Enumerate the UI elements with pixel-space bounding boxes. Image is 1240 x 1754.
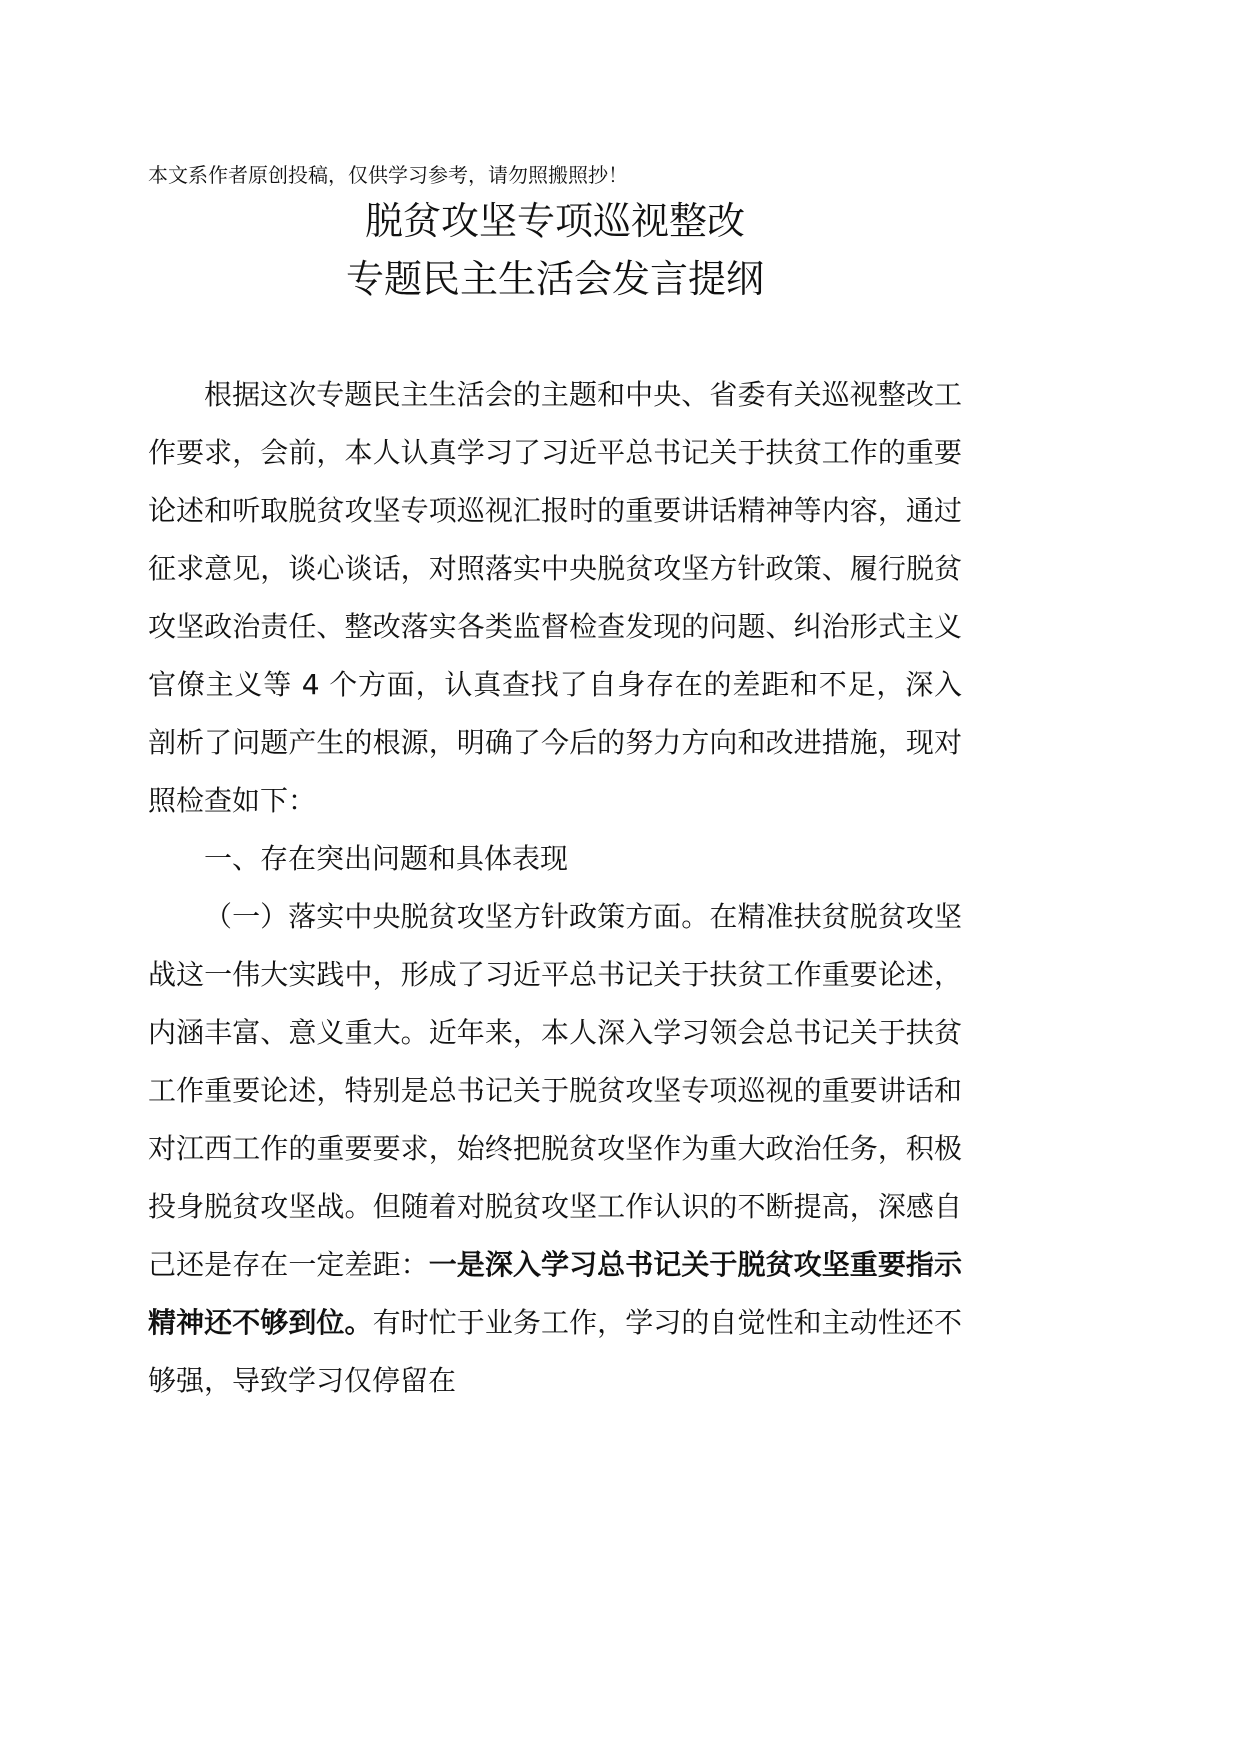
section-heading: 一、存在突出问题和具体表现	[204, 842, 569, 875]
section-paragraph	[148, 888, 962, 1410]
paragraph-text: （一）落实中央脱贫攻坚方针政策方面。在精准扶贫脱贫攻坚战这一伟大实践中，形成了习近平总书记关于扶贫工作重要论述，内涵丰富、意义重大。近年来，本人深入学习领会总书记关于扶贫工作重要论述，特别是总书记关于脱贫攻坚专项巡视的重要讲话和对江西工作的重要要求，始终把脱贫攻坚作为重大政治任务，积极投身脱贫攻坚战。但随着对脱贫攻坚工作认识的不断提高，深感自己还是存在一定差距：	[148, 900, 962, 1281]
document-body	[148, 366, 962, 1410]
document-title-line-2: 专题民主生活会发言提纲	[345, 257, 764, 301]
copyright-note: 本文系作者原创投稿，仅供学习参考，请勿照搬照抄！	[148, 163, 628, 187]
paragraph-text-continued: 有时忙于业务工作，学习的自觉性和主动性还不够强，导致学习仅停留在	[148, 1306, 962, 1397]
intro-paragraph: 根据这次专题民主生活会的主题和中央、省委有关巡视整改工作要求，会前，本人认真学习了习近平总书记关于扶贫工作的重要论述和听取脱贫攻坚专项巡视汇报时的重要讲话精神等内容，通过征求意见，谈心谈话，对照落实中央脱贫攻坚方针政策、履行脱贫攻坚政治责任、整改落实各类监督检查发现的问题、纠治形式主义官僚主义等 4 个方面，认真查找了自身存在的差距和不足，深入剖析了问题产生的根源，明确了今后的努力方向和改进措施，现对照检查如下：	[148, 378, 962, 817]
document-title-line-1: 脱贫攻坚专项巡视整改	[364, 199, 745, 243]
bold-key-point: 一是深入学习总书记关于脱贫攻坚重要指示精神还不够到位。	[148, 1248, 962, 1339]
